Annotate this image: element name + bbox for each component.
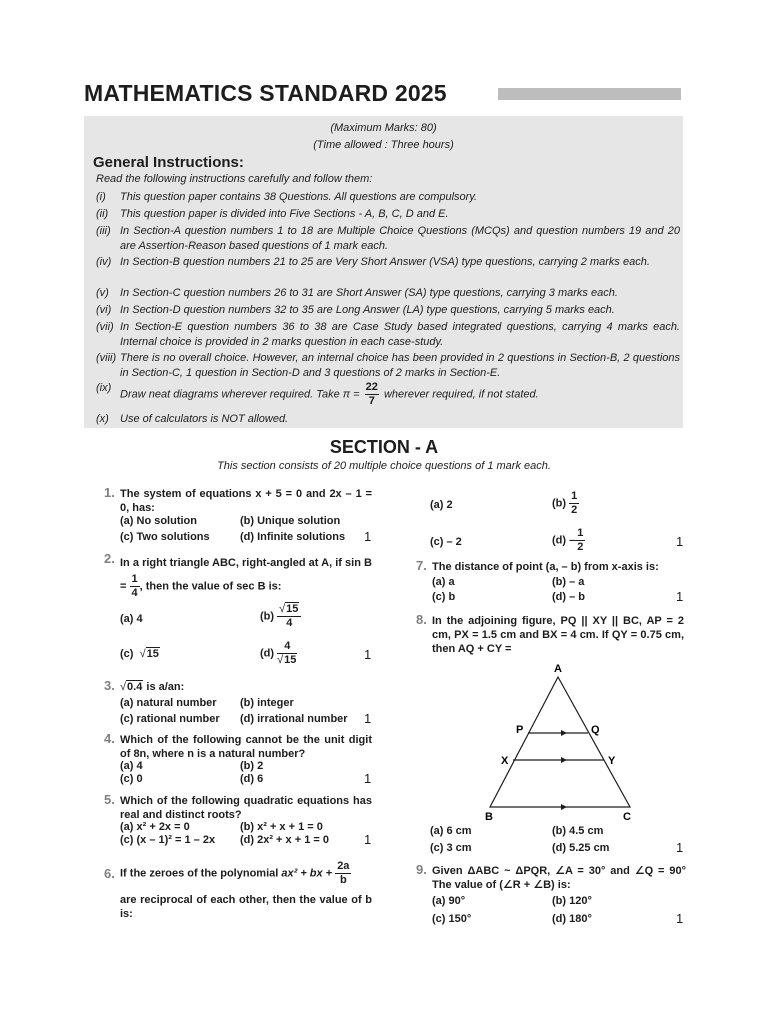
marks: 1 [364, 771, 372, 786]
marks: 1 [364, 647, 372, 662]
instruction-item: (vi) In Section-D question numbers 32 to 35 are Long Answer (LA) type questions, carrying 5 marks each. [96, 304, 615, 316]
parallel-arrow-bc [561, 804, 567, 810]
instruction-item: (x) Use of calculators is NOT allowed. [96, 413, 289, 425]
question-text: In the adjoining figure, PQ || XY || BC, AP = 2 cm, PX = 1.5 cm and BX = 4 cm. If QY = 0.75 cm, then AQ + CY = [432, 615, 684, 655]
option-a: (a) No solution [120, 515, 197, 527]
page-title: MATHEMATICS STANDARD 2025 [84, 80, 447, 106]
question-text: The system of equations x + 5 = 0 and 2x – 1 = 0, has: [120, 488, 372, 514]
option-d: (d) 2x² + x + 1 = 0 [240, 834, 329, 846]
option-c: (c) 150° [432, 913, 472, 925]
option-a: (a) x² + 2x = 0 [120, 821, 190, 833]
option-c: (c) 3 cm [430, 842, 472, 854]
instruction-item: (ix) Draw neat diagrams wherever required. Take π = $\frac{22}{7}$ wherever required, if not stated. [96, 381, 539, 407]
triangle-abc [490, 677, 630, 807]
option-b: (b) 120° [552, 895, 592, 907]
instructions-heading: General Instructions: [93, 154, 244, 171]
option-c: (c) – 2 [430, 536, 462, 548]
option-a: (a) 6 cm [430, 825, 472, 837]
question-text: In a right triangle ABC, right-angled at A, if sin B = $\frac{1}{4}$ , then the value of sec B is: [120, 557, 372, 599]
option-c: (c) Two solutions [120, 531, 210, 543]
label-q: Q [591, 724, 600, 736]
marks: 1 [364, 529, 372, 544]
question-text-continued: are reciprocal of each other, then the value of b is: [120, 894, 372, 920]
option-c: (c) rational number [120, 713, 220, 725]
option-b: (b) $\frac{1}{2}$ [552, 490, 578, 516]
option-d: (d) 5.25 cm [552, 842, 610, 854]
question-text: Given ΔABC ~ ΔPQR, ∠A = 30° and ∠Q = 90° The value of (∠R + ∠B) is: [432, 865, 686, 891]
option-d: (d) Infinite solutions [240, 531, 346, 543]
option-d: (d) $\frac{4}{√15}$ [260, 640, 297, 666]
question-number: 2. [104, 551, 115, 566]
question-text: √0.4 is a/an: [120, 681, 185, 693]
option-a: (a) a [432, 576, 455, 588]
parallel-arrow-xy [561, 757, 567, 763]
option-c: (c) b [432, 591, 456, 603]
option-a: (a) 90° [432, 895, 466, 907]
option-c: (c) 0 [120, 773, 143, 785]
label-p: P [516, 724, 524, 736]
question-number: 5. [104, 792, 115, 807]
max-marks: (Maximum Marks: 80) [330, 122, 437, 134]
option-d: (d) – b [552, 591, 585, 603]
question-number: 8. [416, 612, 427, 627]
question-text: If the zeroes of the polynomial ax² + bx + $\frac{2a}{b}$ [120, 860, 350, 886]
option-c: (c) √15 [120, 648, 159, 660]
label-x: X [501, 755, 509, 767]
marks: 1 [676, 911, 684, 926]
option-a: (a) 4 [120, 760, 143, 772]
label-y: Y [608, 755, 616, 767]
instruction-item: (ii) This question paper is divided into Five Sections - A, B, C, D and E. [96, 208, 449, 220]
option-a: (a) 4 [120, 613, 143, 625]
label-b: B [485, 811, 493, 823]
question-text: The distance of point (a, – b) from x-axis is: [432, 561, 659, 573]
instruction-item: (vii) In Section-E question numbers 36 to 38 are Case Study based integrated questions, carrying 4 marks each. Internal choice is provided in 2 marks question in each case-study. [96, 321, 680, 348]
parallel-arrow-pq [561, 730, 567, 736]
time-allowed: (Time allowed : Three hours) [313, 139, 454, 151]
instructions-box [84, 116, 683, 428]
option-a: (a) natural number [120, 697, 217, 709]
section-title: SECTION - A [329, 437, 439, 457]
question-number: 7. [416, 558, 427, 573]
option-d: (d) 6 [240, 773, 264, 785]
question-number: 1. [104, 485, 115, 500]
instruction-item: (iii) In Section-A question numbers 1 to 18 are Multiple Choice Questions (MCQs) and question numbers 19 and 20 are Assertion-Reason based questions of 1 mark each. [96, 225, 680, 252]
question-number: 6. [104, 866, 115, 881]
instructions-intro: Read the following instructions carefully and follow them: [96, 173, 373, 185]
instruction-item: (i) This question paper contains 38 Questions. All questions are compulsory. [96, 191, 478, 203]
marks: 1 [676, 534, 684, 549]
marks: 1 [676, 589, 684, 604]
marks: 1 [364, 711, 372, 726]
title-decoration-bar [498, 88, 681, 100]
option-b: (b) Unique solution [240, 515, 341, 527]
label-c: C [623, 811, 631, 823]
question-number: 4. [104, 731, 115, 746]
option-b: (b) integer [240, 697, 294, 709]
section-subtitle: This section consists of 20 multiple choice questions of 1 mark each. [217, 460, 551, 472]
option-b: (b) x² + x + 1 = 0 [240, 821, 323, 833]
option-b: (b) – a [552, 576, 585, 588]
option-b: (b) $\frac{√15}{4}$ [260, 603, 301, 630]
marks: 1 [676, 840, 684, 855]
question-number: 9. [416, 862, 427, 877]
instruction-item: (v) In Section-C question numbers 26 to 31 are Short Answer (SA) type questions, carrying 3 marks each. [96, 287, 618, 299]
option-d: (d) irrational number [240, 713, 348, 725]
label-a: A [554, 663, 562, 675]
fraction: $\frac{1}{4}$ [131, 573, 138, 599]
question-text: Which of the following quadratic equations has real and distinct roots? [120, 795, 372, 821]
question-number: 3. [104, 678, 115, 693]
pi-fraction: $\frac{22}{7}$ [365, 381, 378, 407]
instruction-item: (viii) There is no overall choice. However, an internal choice has been provided in 2 questions in Section-B, 2 questions in Section-C, 1 question in Section-D and 3 questions of 2 marks in Section-E. [96, 352, 680, 379]
option-d: (d) – $\frac{1}{2}$ [552, 527, 584, 553]
question-text: Which of the following cannot be the unit digit of 8n, where n is a natural number? [120, 734, 372, 760]
option-d: (d) 180° [552, 913, 592, 925]
option-c: (c) (x – 1)² = 1 – 2x [120, 834, 216, 846]
option-a: (a) 2 [430, 499, 453, 511]
marks: 1 [364, 832, 372, 847]
option-b: (b) 2 [240, 760, 264, 772]
triangle-figure [480, 660, 640, 825]
option-b: (b) 4.5 cm [552, 825, 604, 837]
instruction-item: (iv) In Section-B question numbers 21 to 25 are Very Short Answer (VSA) type questions, carrying 2 marks each. [96, 256, 650, 268]
